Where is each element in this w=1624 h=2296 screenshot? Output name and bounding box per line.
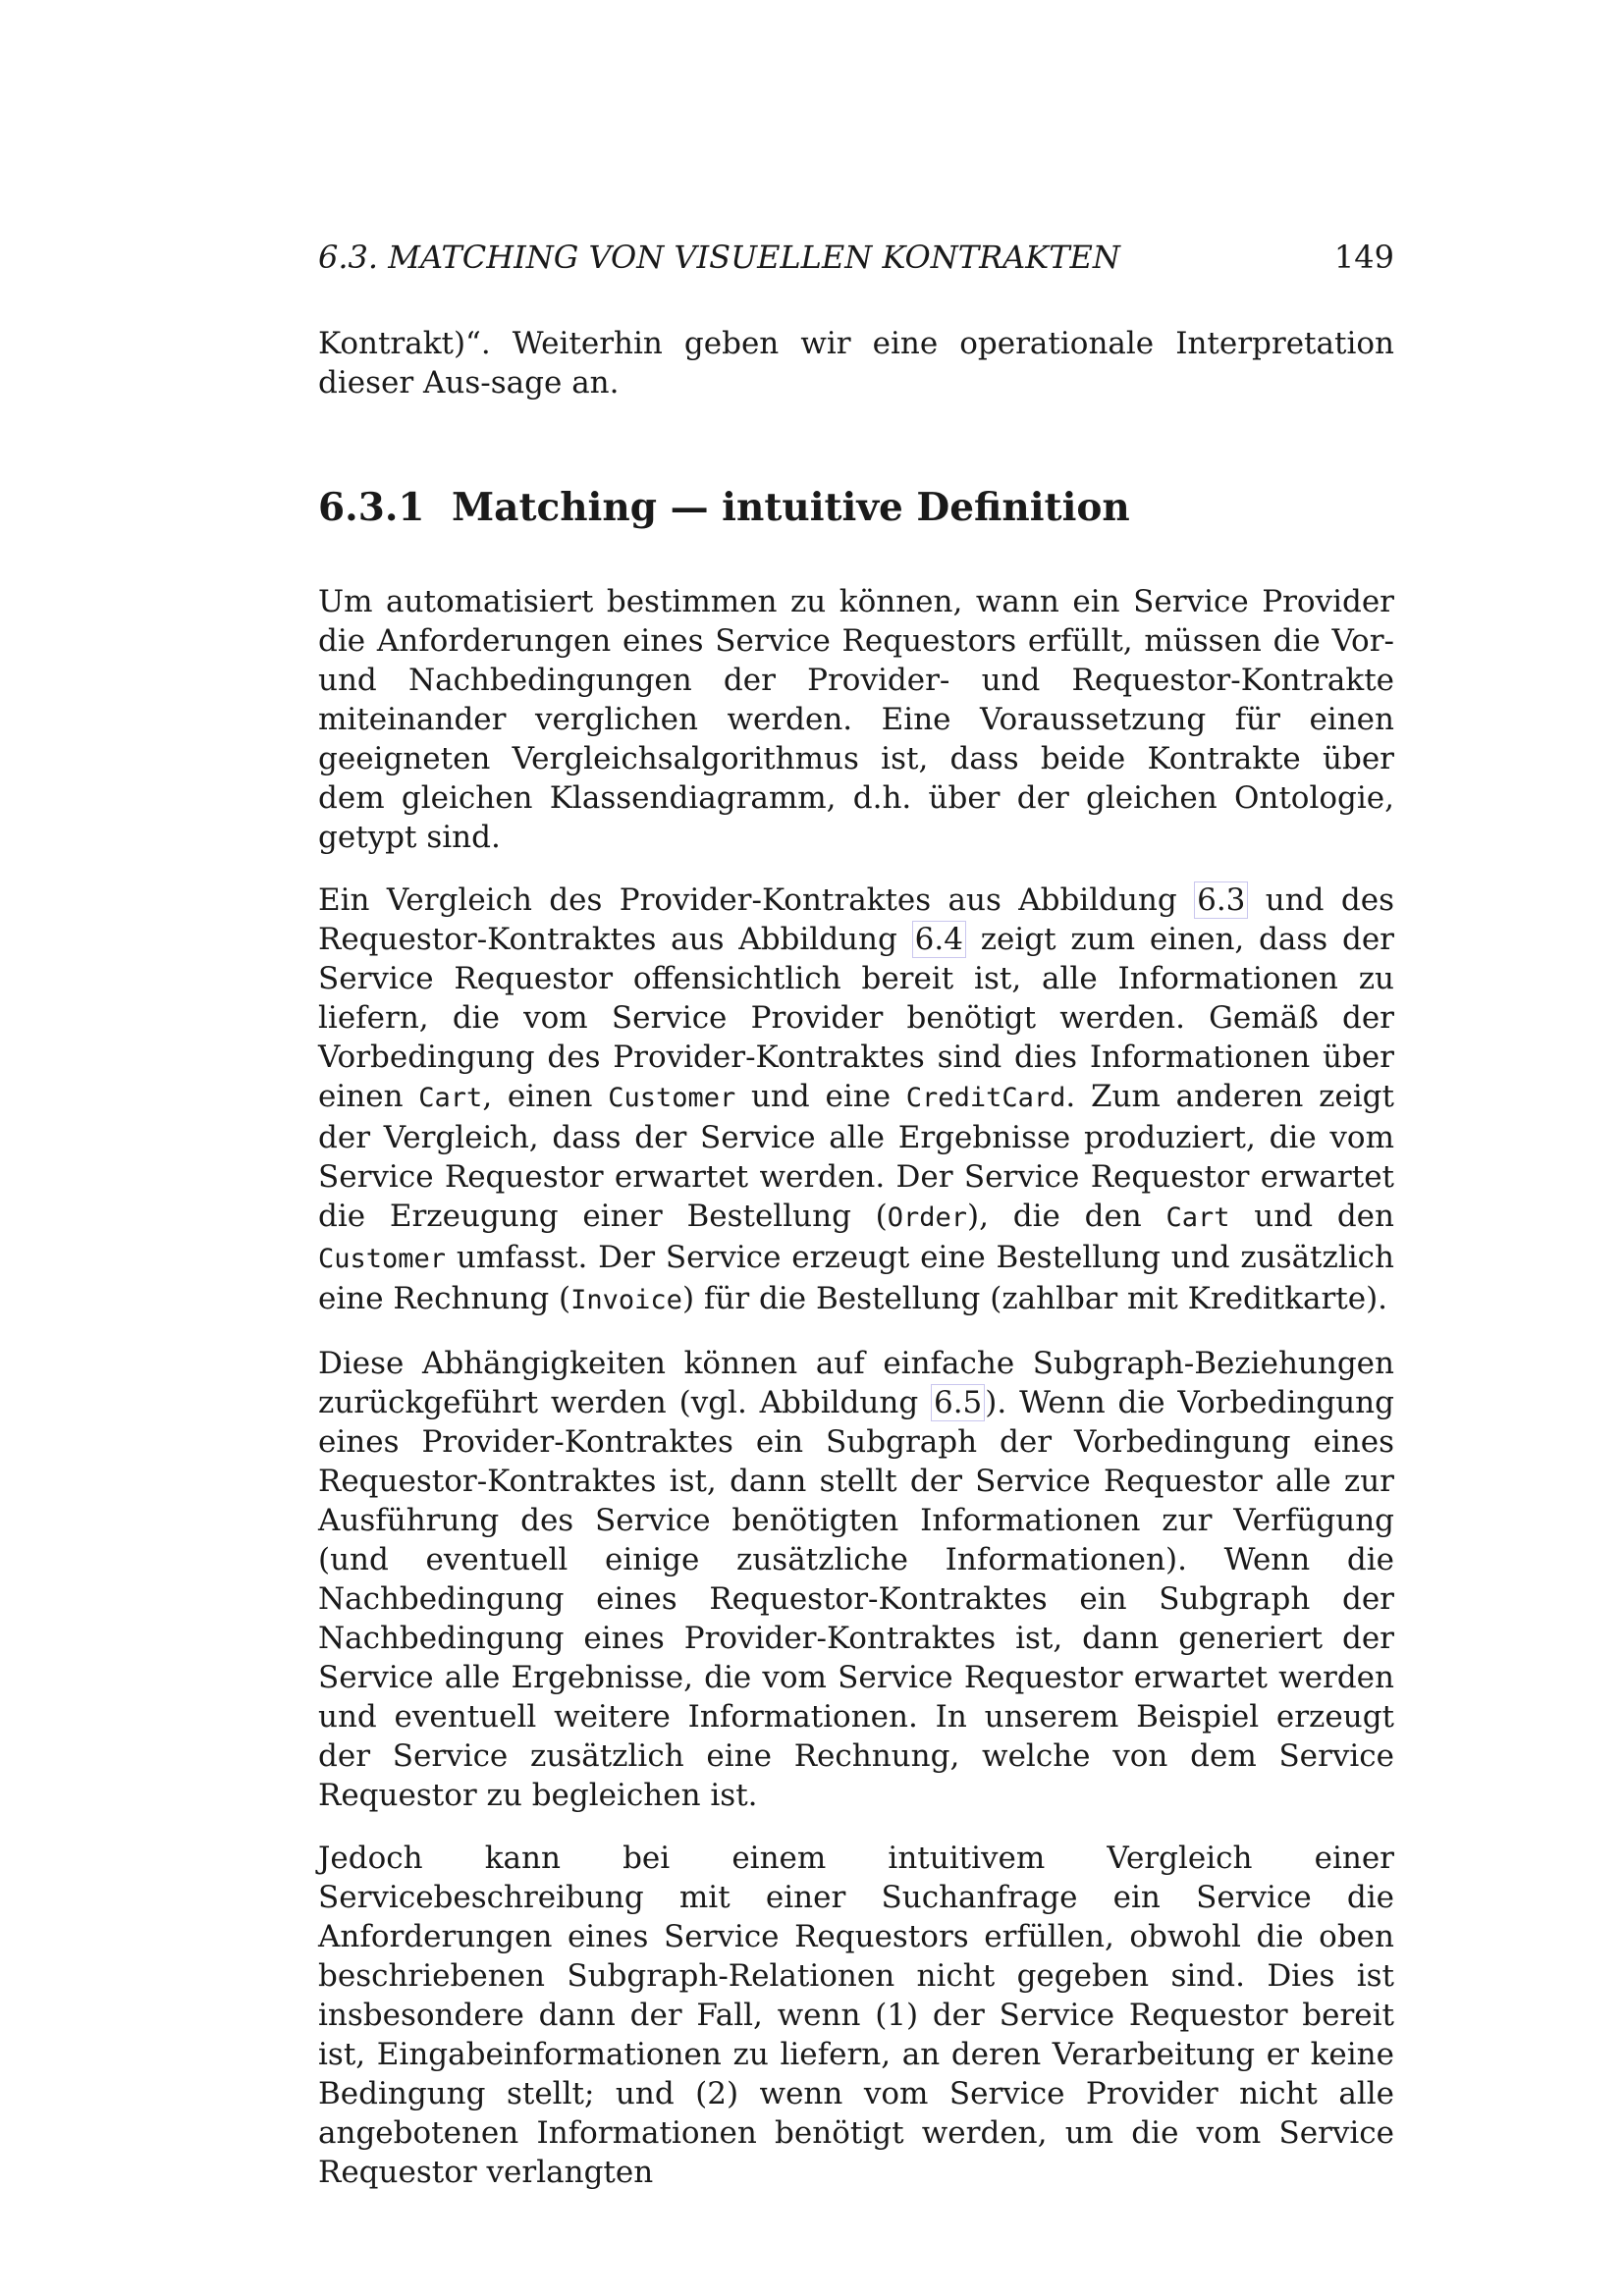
code-term: CreditCard [905,1083,1066,1113]
text-run: . Zum anderen zeigt der Vergleich, dass der Service alle Ergebnisse produziert, die vom Service Requestor erwartet werden. Der Service Requestor erwartet die Erzeugung einer Bestellung ( [318,1079,1394,1234]
running-header [318,238,1394,277]
code-term: Order [887,1202,968,1233]
code-term: Customer [318,1244,447,1274]
text-run: ). Wenn die Vorbedingung eines Provider-Kontraktes ein Subgraph der Vorbedingung eines Requestor-Kontraktes ist, dann stellt der Service Requestor alle zur Ausführung des Service benötigten Informationen zur Verfügung (und eventuell einige zusätzliche Informationen). Wenn die Nachbedingung eines Requestor-Kontraktes ein Subgraph der Nachbedingung eines Provider-Kontraktes ist, dann generiert der Service alle Ergebnisse, die vom Service Requestor erwartet werden und eventuell weitere Informationen. In unserem Beispiel erzeugt der Service zusätzlich eine Rechnung, welche von dem Service Requestor zu begleichen ist. [318,1385,1394,1813]
section-number: 6.3.1 [318,485,425,530]
intro-paragraph: Kontrakt)“. Weiterhin geben wir eine operationale Interpretation dieser Aus-sage an. [318,326,1394,400]
section-heading [318,484,1394,531]
running-section-title: 6.3. MATCHING VON VISUELLEN KONTRAKTEN [318,239,1120,276]
page-number: 149 [1333,239,1394,276]
figure-reference-link[interactable]: 6.3 [1194,881,1248,919]
text-run: ) für die Bestellung (zahlbar mit Kreditkarte). [681,1281,1388,1316]
section-title: Matching — intuitive Definition [452,485,1130,530]
paragraph-2 [318,881,1394,1320]
paragraph-1: Um automatisiert bestimmen zu können, wann ein Service Provider die Anforderungen eines Service Requestors erfüllt, müssen die Vor- und Nachbedingungen der Provider- und Requestor-Kontrakte miteinander verglichen werden. Eine Voraussetzung für einen geeigneten Vergleichsalgorithmus ist, dass beide Kontrakte über dem gleichen Klassendiagramm, d.h. über der gleichen Ontologie, getypt sind. [318,584,1394,855]
text-run: Diese Abhängigkeiten können auf einfache Subgraph-Beziehungen zurückgeführt werden (vgl. Abbildung [318,1346,1394,1420]
page-body [318,324,1394,2216]
text-run: , einen [482,1079,609,1114]
figure-reference-link[interactable]: 6.4 [912,921,966,958]
code-term: Cart [1165,1202,1230,1233]
code-term: Invoice [570,1285,682,1315]
figure-reference-link[interactable]: 6.5 [931,1384,985,1421]
text-run: zeigt zum einen, dass der Service Requestor offensichtlich bereit ist, alle Informationen zu liefern, die vom Service Provider benötigt werden. Gemäß der Vorbedingung des Provider-Kontraktes sind dies Informationen über einen [318,922,1394,1114]
text-run: ), die den [967,1199,1166,1234]
code-term: Cart [418,1083,483,1113]
code-term: Customer [608,1083,736,1113]
text-run: und eine [735,1079,906,1114]
text-run: und des Requestor-Kontraktes aus Abbildung [318,882,1394,957]
paragraph-4: Jedoch kann bei einem intuitivem Vergleich einer Servicebeschreibung mit einer Suchanfrage ein Service die Anforderungen eines Service Requestors erfüllen, obwohl die oben beschriebenen Subgraph-Relationen nicht gegeben sind. Dies ist insbesondere dann der Fall, wenn (1) der Service Requestor bereit ist, Eingabeinformationen zu liefern, an deren Verarbeitung er keine Bedingung stellt; und (2) wenn vom Service Provider nicht alle angebotenen Informationen benötigt werden, um die vom Service Requestor verlangten [318,1841,1394,2190]
text-run: und den [1229,1199,1394,1234]
text-run: umfasst. Der Service erzeugt eine Bestellung und zusätzlich eine Rechnung ( [318,1240,1394,1316]
paragraph-3 [318,1344,1394,1815]
text-run: Ein Vergleich des Provider-Kontraktes aus Abbildung [318,882,1195,918]
